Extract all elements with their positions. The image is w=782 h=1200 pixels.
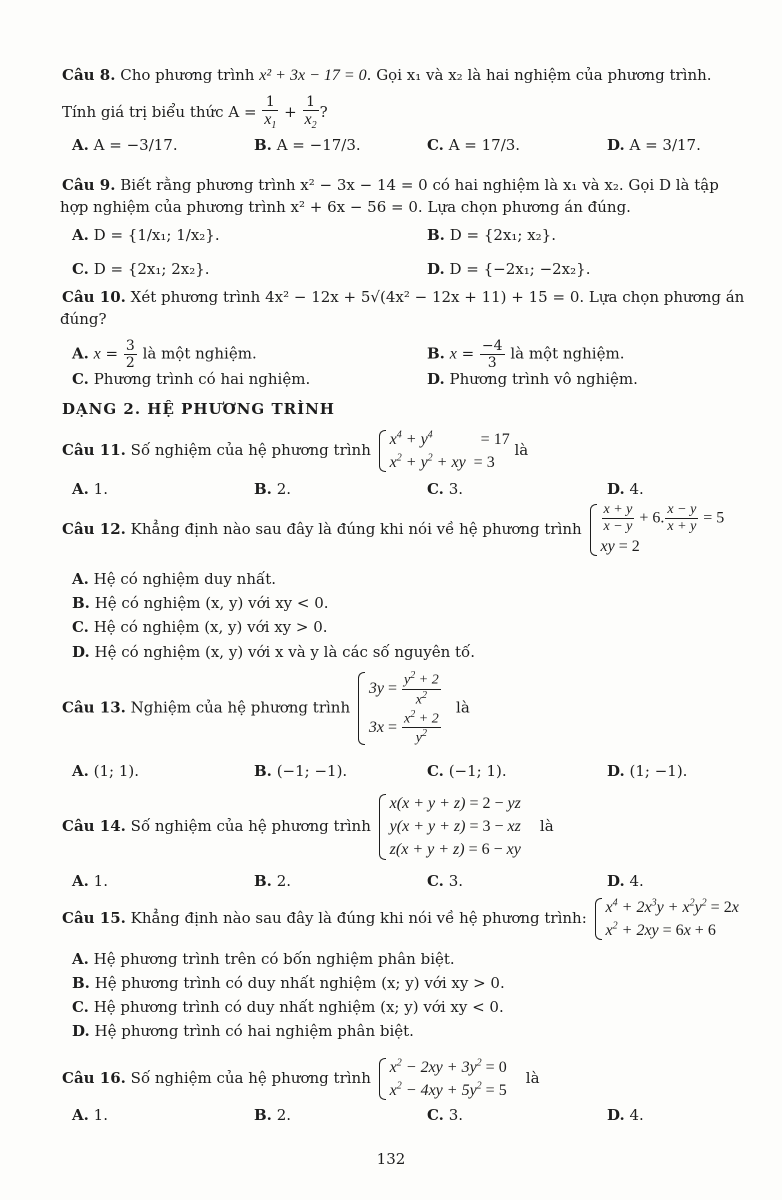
q11-tail: là <box>514 441 529 460</box>
q11-option-a: A. 1. <box>72 480 108 498</box>
q11-system: $x^4 + y^4 = 17$ $x^2 + y^2$ + xy = 3 <box>376 428 510 474</box>
q8-equation: x² + 3x − 17 = 0 <box>259 67 367 84</box>
q13-label: Câu 13. <box>62 698 126 717</box>
q14-option-d: D. 4. <box>607 872 644 890</box>
q16-label: Câu 16. <box>62 1069 126 1088</box>
q16-tail: là <box>525 1069 540 1088</box>
q16-text: Số nghiệm của hệ phương trình <box>130 1069 371 1088</box>
q12-system: $\frac{x + y}{x - y}$ + 6. $\frac{x - y}{x + y}$ = 5 xy = 2 <box>587 502 725 558</box>
q12-option-d: D. Hệ có nghiệm (x, y) với x và y là các số nguyên tố. <box>72 643 476 661</box>
q10-text-2: đúng? <box>60 310 107 328</box>
q14-options <box>72 872 712 894</box>
question-10-line-2 <box>60 310 776 329</box>
question-14 <box>62 792 776 862</box>
q9-option-c: C. D = {2x₁; 2x₂}. <box>72 260 210 278</box>
q13-option-c: C. (−1; 1). <box>427 762 507 780</box>
q9-text: Biết rằng phương trình x² − 3x − 14 = 0 có hai nghiệm là x₁ và x₂. Gọi D là tập <box>120 176 719 194</box>
question-9-line-2 <box>60 198 776 217</box>
q9-option-a: A. D = {1/x₁; 1/x₂}. <box>72 226 220 244</box>
q12-text: Khẳng định nào sau đây là đúng khi nói về hệ phương trình <box>130 520 582 539</box>
q10-options-row-2 <box>72 370 712 392</box>
q15-system: $x^4 + 2x^3y + x^2y^2 = 2x$ $x^2 + 2xy = 6x + 6$ <box>592 896 739 942</box>
q10-options-row-1 <box>72 338 712 372</box>
q8-text-2: . Gọi x₁ và x₂ là hai nghiệm của phương trình. <box>366 66 712 84</box>
q16-option-b: B. 2. <box>254 1106 291 1124</box>
q8-options <box>72 136 712 158</box>
q11-option-c: C. 3. <box>427 480 463 498</box>
q12-option-a: A. Hệ có nghiệm duy nhất. <box>72 570 276 588</box>
q15-label: Câu 15. <box>62 909 126 928</box>
question-9 <box>62 176 776 195</box>
q11-option-d: D. 4. <box>607 480 644 498</box>
q14-label: Câu 14. <box>62 816 126 835</box>
q9-text-2: hợp nghiệm của phương trình x² + 6x − 56 = 0. Lựa chọn phương án đúng. <box>60 198 631 216</box>
q10-option-a: A. x = $\frac{3}{2}$ là một nghiệm. <box>72 338 257 372</box>
q9-options-row-2 <box>72 260 712 282</box>
q11-options <box>72 480 712 502</box>
question-16 <box>62 1056 776 1102</box>
q16-system: $x^2 - 2xy + 3y^2 = 0$ $x^2 - 4xy + 5y^2 = 5$ <box>376 1056 507 1102</box>
q11-label: Câu 11. <box>62 441 126 460</box>
question-10 <box>62 288 776 307</box>
q9-option-b: B. D = {2x₁; x₂}. <box>427 226 556 244</box>
q9-label: Câu 9. <box>62 176 116 194</box>
q10-option-d: D. Phương trình vô nghiệm. <box>427 370 638 388</box>
q10-option-b: B. x = $\frac{-4}{3}$ là một nghiệm. <box>427 338 625 372</box>
q13-tail: là <box>456 698 470 717</box>
q11-option-b: B. 2. <box>254 480 291 498</box>
q13-text: Nghiệm của hệ phương trình <box>130 698 351 717</box>
q15-option-b: B. Hệ phương trình có duy nhất nghiệm (x; y) với xy > 0. <box>72 974 505 992</box>
q10-label: Câu 10. <box>62 288 126 306</box>
q8-text: Cho phương trình <box>120 66 255 84</box>
q14-tail: là <box>539 816 554 835</box>
fraction-1-x1: $\frac{1}{x_1}$ <box>264 94 277 132</box>
q16-option-c: C. 3. <box>427 1106 463 1124</box>
q8-label: Câu 8. <box>62 66 116 84</box>
q8-option-d: D. A = 3/17. <box>607 136 701 154</box>
question-15 <box>62 896 776 942</box>
q16-options <box>72 1106 712 1128</box>
q15-option-a: A. Hệ phương trình trên có bốn nghiệm phân biệt. <box>72 950 455 968</box>
question-12 <box>62 502 776 558</box>
page-number: 132 <box>376 1150 406 1168</box>
q8-option-a: A. A = −3/17. <box>72 136 178 154</box>
q11-text: Số nghiệm của hệ phương trình <box>130 441 371 460</box>
q15-text: Khẳng định nào sau đây là đúng khi nói về hệ phương trình: <box>130 909 587 928</box>
question-11 <box>62 428 776 474</box>
q9-option-d: D. D = {−2x₁; −2x₂}. <box>427 260 591 278</box>
q14-system: x(x + y + z) = 2 − yz y(x + y + z) = 3 − xz z(x + y + z) = 6 − xy <box>376 792 521 862</box>
q14-text: Số nghiệm của hệ phương trình <box>130 816 371 835</box>
q13-system: 3y = $\frac{y^2 + 2}{x^2}$ 3x = $\frac{x^2 + 2}{y^2}$ <box>355 670 442 747</box>
q13-option-d: D. (1; −1). <box>607 762 688 780</box>
q13-option-b: B. (−1; −1). <box>254 762 348 780</box>
q12-option-b: B. Hệ có nghiệm (x, y) với xy < 0. <box>72 594 329 612</box>
q13-options <box>72 762 712 784</box>
q10-option-c: C. Phương trình có hai nghiệm. <box>72 370 311 388</box>
q15-option-d: D. Hệ phương trình có hai nghiệm phân biệt. <box>72 1022 414 1040</box>
question-13 <box>62 670 776 747</box>
q16-option-a: A. 1. <box>72 1106 108 1124</box>
q14-option-a: A. 1. <box>72 872 108 890</box>
q15-option-c: C. Hệ phương trình có duy nhất nghiệm (x; y) với xy < 0. <box>72 998 504 1016</box>
q16-option-d: D. 4. <box>607 1106 644 1124</box>
q12-label: Câu 12. <box>62 520 126 539</box>
q12-option-c: C. Hệ có nghiệm (x, y) với xy > 0. <box>72 618 328 636</box>
q10-text: Xét phương trình 4x² − 12x + 5√(4x² − 12x + 11) + 15 = 0. Lựa chọn phương án <box>130 288 745 306</box>
q8-option-c: C. A = 17/3. <box>427 136 521 154</box>
q13-option-a: A. (1; 1). <box>72 762 140 780</box>
section-heading: DẠNG 2. HỆ PHƯƠNG TRÌNH <box>62 400 335 418</box>
q8-option-b: B. A = −17/3. <box>254 136 361 154</box>
fraction-1-x2: $\frac{1}{x_2}$ <box>304 94 317 132</box>
q14-option-c: C. 3. <box>427 872 463 890</box>
q14-option-b: B. 2. <box>254 872 291 890</box>
q9-options-row-1 <box>72 226 712 248</box>
q8-expression-label: Tính giá trị biểu thức A = <box>62 102 257 121</box>
question-8 <box>62 66 776 86</box>
question-8-line-2: Tính giá trị biểu thức A = $\frac{1}{x_1}$ + $\frac{1}{x_2}$ ? <box>62 94 328 132</box>
